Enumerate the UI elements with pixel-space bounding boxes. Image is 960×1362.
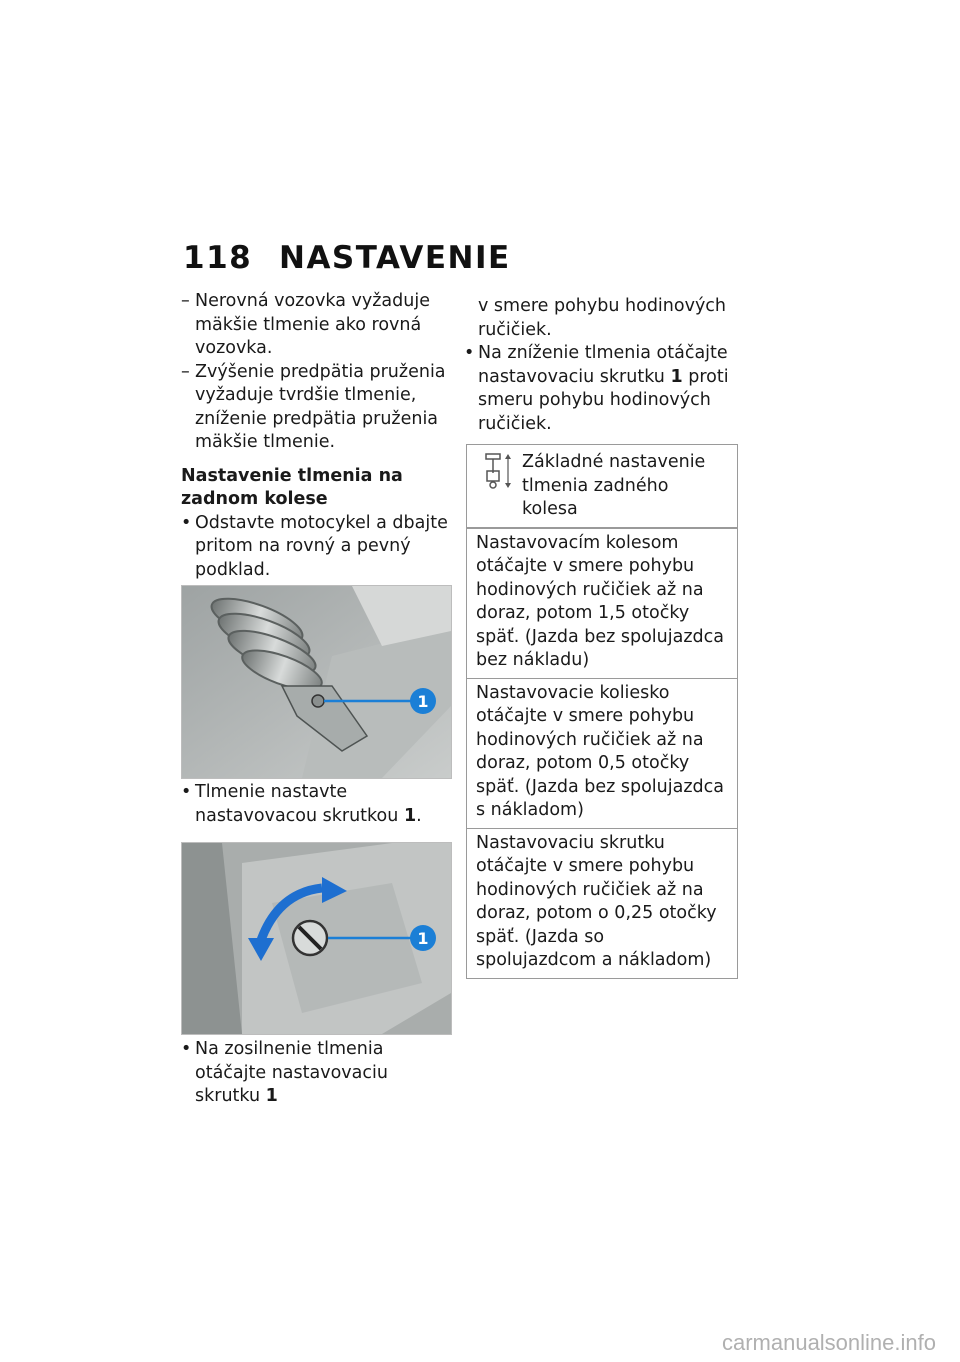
page-title: NASTAVENIE bbox=[279, 240, 511, 276]
right-column bbox=[464, 295, 736, 979]
step-item: • Na zníženie tlmenia otáčajte nastavovaciu skrutku 1 proti smeru pohybu hodinových ručičiek. bbox=[464, 343, 729, 434]
left-column bbox=[181, 290, 456, 582]
step-text: Tlmenie nastavte nastavovacou skrutkou bbox=[195, 782, 399, 826]
table-row: Nastavovaciu skrutku otáčajte v smere pohybu hodinových ručičiek až na doraz, potom o 0,25 otočky späť. (Jazda so spolujazdcom a nákladom) bbox=[467, 828, 737, 978]
step-item: • Na zosilnenie tlmenia otáčajte nastavovaciu skrutku 1 bbox=[181, 1039, 388, 1106]
watermark: carmanualsonline.info bbox=[721, 1330, 936, 1355]
list-item-text: Zvýšenie predpätia pruženia vyžaduje tvrdšie tlmenie, zníženie predpätia pruženia mäkšie tlmenie. bbox=[195, 361, 446, 452]
step-text: Na zosilnenie tlmenia otáčajte nastavovaciu skrutku bbox=[195, 1039, 388, 1106]
adjusting-screw-figure bbox=[181, 842, 452, 1035]
table-row: Nastavovacie koliesko otáčajte v smere pohybu hodinových ručičiek až na doraz, potom 0,5 otočky späť. (Jazda bez spolujazdca s nákladom) bbox=[467, 678, 737, 828]
left-column-bottom bbox=[181, 1038, 456, 1109]
list-item: – Nerovná vozovka vyžaduje mäkšie tlmenie ako rovná vozovka. bbox=[181, 291, 430, 358]
callout-reference: 1 bbox=[670, 366, 683, 387]
left-column-mid bbox=[181, 781, 456, 828]
shock-absorber-icon bbox=[476, 451, 522, 499]
section-heading: Nastavenie tlmenia na zadnom kolese bbox=[181, 465, 403, 509]
figure-callout-1: 1 bbox=[417, 692, 429, 711]
list-item: – Zvýšenie predpätia pruženia vyžaduje tvrdšie tlmenie, zníženie predpätia pruženia mäkšie tlmenie. bbox=[181, 361, 446, 452]
list-item-text: Nerovná vozovka vyžaduje mäkšie tlmenie ako rovná vozovka. bbox=[195, 291, 430, 358]
page-number: 118 bbox=[183, 240, 253, 276]
step-continuation: v smere pohybu hodinových ručičiek. bbox=[478, 296, 727, 340]
figure-callout-1: 1 bbox=[417, 929, 429, 948]
step-text: Odstavte motocykel a dbajte pritom na rovný a pevný podklad. bbox=[195, 512, 448, 580]
table-header-text: Základné nastavenie tlmenia zadného kolesa bbox=[522, 452, 706, 519]
shock-absorber-figure bbox=[181, 585, 452, 779]
table-row: Nastavovacím kolesom otáčajte v smere pohybu hodinových ručičiek až na doraz, potom 1,5 otočky späť. (Jazda bez spolujazdca bez nákladu) bbox=[467, 528, 737, 678]
callout-reference: 1 bbox=[265, 1086, 278, 1106]
table-header bbox=[467, 445, 737, 528]
step-item: • Tlmenie nastavte nastavovacou skrutkou 1. bbox=[181, 782, 422, 826]
callout-reference: 1 bbox=[403, 805, 417, 826]
settings-table bbox=[466, 444, 738, 979]
page-header bbox=[183, 240, 511, 276]
step-item: • Odstavte motocykel a dbajte pritom na rovný a pevný podklad. bbox=[181, 512, 448, 580]
